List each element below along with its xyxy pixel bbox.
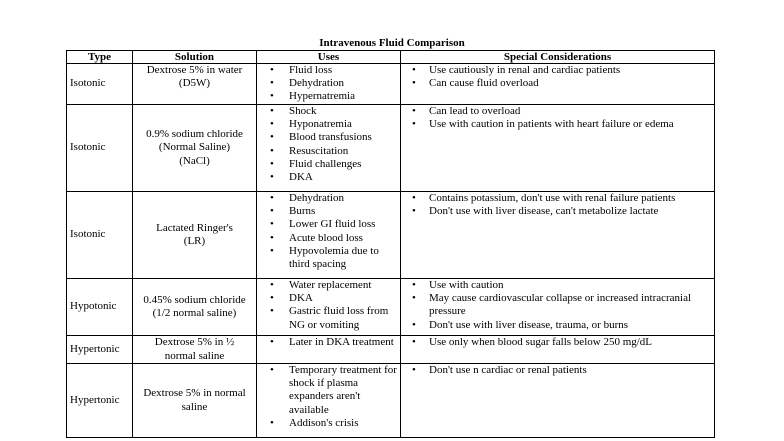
use-item: • DKA [260,171,397,184]
uses-list [260,64,397,104]
type-cell: Hypertonic [67,364,133,438]
solution-cell [133,192,257,279]
table-row [67,364,715,438]
solution-line: normal saline [164,349,225,362]
uses-cell [257,364,401,438]
uses-list [260,279,397,332]
solution-cell [133,279,257,336]
uses-cell [257,64,401,105]
use-item: • Addison's crisis [260,417,397,430]
table-row [67,64,715,105]
uses-list [260,336,397,349]
uses-cell [257,105,401,192]
header-special-considerations: Special Considerations [401,51,715,64]
consideration-item: • Don't use with liver disease, can't metabolize lactate [404,205,711,218]
header-type: Type [67,51,133,64]
considerations-list [404,192,711,218]
solution-line: (NaCl) [179,154,210,167]
header-uses: Uses [257,51,401,64]
solution-line: Dextrose 5% in water [146,64,243,76]
use-item: • Hypernatremia [260,90,397,103]
uses-cell [257,279,401,336]
table-row [67,279,715,336]
consideration-item: • Use with caution [404,279,711,292]
solution-line: Dextrose 5% in normal [143,387,246,400]
considerations-list [404,64,711,90]
use-item: • Acute blood loss [260,232,397,245]
considerations-cell [401,364,715,438]
solution-line: Dextrose 5% in ½ [154,336,235,349]
use-item: • Dehydration [260,192,397,205]
consideration-item: • Use with caution in patients with heart failure or edema [404,118,711,131]
considerations-list [404,105,711,131]
solution-line: 0.45% sodium chloride [143,293,246,306]
use-item: • Fluid loss [260,64,397,77]
consideration-item: • Use cautiously in renal and cardiac patients [404,64,711,77]
considerations-cell [401,105,715,192]
iv-fluid-table [66,50,715,438]
solution-line: saline [181,400,208,413]
use-item: • Burns [260,205,397,218]
consideration-item: • Don't use n cardiac or renal patients [404,364,711,377]
consideration-item: • Can cause fluid overload [404,77,711,90]
table-row [67,336,715,364]
considerations-cell [401,64,715,105]
solution-line: (LR) [183,235,206,247]
uses-cell [257,336,401,364]
uses-list [260,364,397,430]
solution-cell [133,364,257,438]
use-item: • Temporary treatment for shock if plasma expanders aren't available [260,364,397,417]
uses-list [260,105,397,184]
consideration-item: • May cause cardiovascular collapse or increased intracranial pressure [404,292,711,318]
considerations-cell [401,279,715,336]
table-row [67,105,715,192]
use-item: • Water replacement [260,279,397,292]
header-solution: Solution [133,51,257,64]
table-body [67,64,715,438]
use-item: • Shock [260,105,397,118]
solution-line: (Normal Saline) [158,141,231,154]
solution-line: Lactated Ringer's [156,221,233,234]
consideration-item: • Contains potassium, don't use with renal failure patients [404,192,711,205]
use-item: • DKA [260,292,397,305]
table-row [67,192,715,279]
use-item: • Dehydration [260,77,397,90]
document-title: Intravenous Fluid Comparison [319,37,465,49]
type-cell: Hypotonic [67,279,133,336]
consideration-item: • Can lead to overload [404,105,711,118]
use-item: • Gastric fluid loss from NG or vomiting [260,305,397,331]
considerations-list [404,336,711,349]
considerations-cell [401,336,715,364]
considerations-list [404,364,711,377]
type-cell: Hypertonic [67,336,133,364]
use-item: • Fluid challenges [260,158,397,171]
solution-cell [133,336,257,364]
consideration-item: • Don't use with liver disease, trauma, or burns [404,319,711,332]
type-cell: Isotonic [67,64,133,105]
type-cell: Isotonic [67,192,133,279]
solution-cell [133,105,257,192]
type-cell: Isotonic [67,105,133,192]
considerations-cell [401,192,715,279]
use-item: • Lower GI fluid loss [260,218,397,231]
use-item: • Blood transfusions [260,131,397,144]
use-item: • Later in DKA treatment [260,336,397,349]
use-item: • Hyponatremia [260,118,397,131]
uses-cell [257,192,401,279]
use-item: • Hypovolemia due to third spacing [260,245,397,271]
use-item: • Resuscitation [260,145,397,158]
solution-line: (1/2 normal saline) [152,307,237,319]
uses-list [260,192,397,271]
header-row [67,51,715,64]
solution-cell [133,64,257,105]
solution-line: (D5W) [178,77,211,90]
consideration-item: • Use only when blood sugar falls below 250 mg/dL [404,336,711,349]
considerations-list [404,279,711,332]
solution-line: 0.9% sodium chloride [146,128,243,141]
